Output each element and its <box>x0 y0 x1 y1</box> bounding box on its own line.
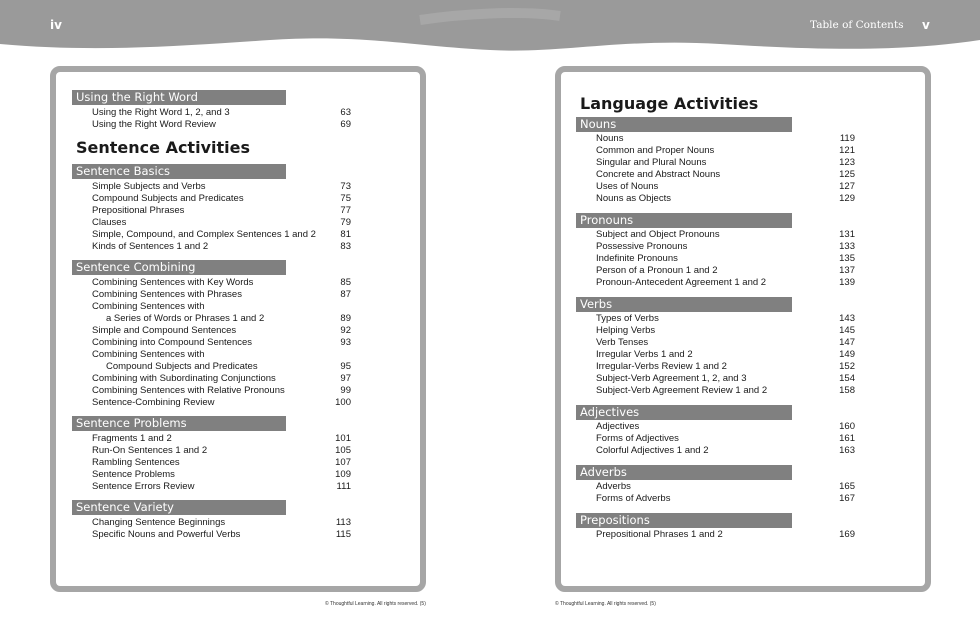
toc-entry-label[interactable]: Verb Tenses <box>596 337 649 348</box>
toc-entry-label[interactable]: Simple and Compound Sentences <box>92 325 237 336</box>
toc-entry-page: 125 <box>839 169 855 180</box>
toc-entry-page: 101 <box>335 433 351 444</box>
toc-entry-label[interactable]: Pronoun-Antecedent Agreement 1 and 2 <box>596 277 767 288</box>
toc-entry-label[interactable]: Uses of Nouns <box>596 181 659 192</box>
toc-entry-page: 119 <box>839 133 855 144</box>
section-header-verbs: Verbs <box>576 297 792 312</box>
right-page-number: v <box>922 18 930 32</box>
toc-entry-page: 165 <box>839 481 855 492</box>
toc-entry-page: 160 <box>839 421 855 432</box>
toc-entry-label[interactable]: Combining Sentences with Relative Pronouns <box>92 385 285 396</box>
toc-entry-label[interactable]: Prepositional Phrases <box>92 205 185 216</box>
section-header-nouns: Nouns <box>576 117 792 132</box>
right-toc-panel <box>555 66 931 592</box>
toc-entry-label[interactable]: Forms of Adjectives <box>596 433 679 444</box>
toc-entry-label-continued[interactable]: a Series of Words or Phrases 1 and 2 <box>106 313 265 324</box>
toc-entry-page: 83 <box>340 241 351 252</box>
toc-entry-label[interactable]: Using the Right Word 1, 2, and 3 <box>92 107 230 118</box>
toc-entry-label[interactable]: Run-On Sentences 1 and 2 <box>92 445 208 456</box>
toc-entry-page: 100 <box>335 397 351 408</box>
right-footer: © Thoughtful Learning. All rights reserved. (5) <box>555 601 656 607</box>
toc-entry-page: 87 <box>340 289 351 300</box>
toc-entry-page: 113 <box>335 517 351 528</box>
toc-entry-page: 105 <box>335 445 351 456</box>
toc-entry-label-continued[interactable]: Compound Subjects and Predicates <box>106 361 258 372</box>
toc-entry-page: 152 <box>839 361 855 372</box>
toc-entry-label[interactable]: Types of Verbs <box>596 313 659 324</box>
toc-entry-page: 169 <box>839 529 855 540</box>
toc-entry-label[interactable]: Nouns <box>596 133 624 144</box>
toc-entry-label[interactable]: Irregular Verbs 1 and 2 <box>596 349 693 360</box>
toc-entry-page: 127 <box>839 181 855 192</box>
section-header-using-the-right-word: Using the Right Word <box>72 90 286 105</box>
toc-entry-page: 121 <box>839 145 855 156</box>
toc-entry-label[interactable]: Combining Sentences with <box>92 349 205 360</box>
toc-entry-label[interactable]: Helping Verbs <box>596 325 656 336</box>
toc-entry-page: 137 <box>839 265 855 276</box>
part-title-sentence-activities: Sentence Activities <box>76 138 250 157</box>
toc-entry-page: 139 <box>839 277 855 288</box>
toc-entry-page: 143 <box>839 313 855 324</box>
toc-entry-page: 99 <box>340 385 351 396</box>
toc-entry-label[interactable]: Concrete and Abstract Nouns <box>596 169 721 180</box>
part-title-language-activities: Language Activities <box>580 94 759 113</box>
toc-entry-page: 89 <box>340 313 351 324</box>
toc-entry-page: 109 <box>335 469 351 480</box>
toc-entry-label[interactable]: Compound Subjects and Predicates <box>92 193 244 204</box>
toc-entry-page: 81 <box>340 229 351 240</box>
toc-entry-label[interactable]: Simple, Compound, and Complex Sentences 1 and 2 <box>92 229 316 240</box>
toc-entry-label[interactable]: Kinds of Sentences 1 and 2 <box>92 241 209 252</box>
toc-entry-page: 85 <box>340 277 351 288</box>
toc-entry-label[interactable]: Person of a Pronoun 1 and 2 <box>596 265 718 276</box>
toc-entry-page: 95 <box>340 361 351 372</box>
toc-entry-page: 135 <box>839 253 855 264</box>
section-header-sentence-combining: Sentence Combining <box>72 260 286 275</box>
left-page-number: iv <box>50 18 62 32</box>
toc-entry-label[interactable]: Combining Sentences with <box>92 301 205 312</box>
toc-entry-page: 107 <box>335 457 351 468</box>
toc-entry-page: 77 <box>340 205 351 216</box>
toc-entry-page: 63 <box>340 107 351 118</box>
toc-entry-page: 133 <box>839 241 855 252</box>
toc-entry-page: 167 <box>839 493 855 504</box>
section-header-pronouns: Pronouns <box>576 213 792 228</box>
left-toc-panel <box>50 66 426 592</box>
toc-entry-page: 69 <box>340 119 351 130</box>
toc-entry-label[interactable]: Sentence Errors Review <box>92 481 195 492</box>
toc-entry-page: 79 <box>340 217 351 228</box>
toc-entry-page: 73 <box>340 181 351 192</box>
toc-entry-label[interactable]: Nouns as Objects <box>596 193 671 204</box>
left-footer: © Thoughtful Learning. All rights reserved. (5) <box>325 601 426 607</box>
toc-entry-label[interactable]: Adverbs <box>596 481 631 492</box>
section-header-sentence-variety: Sentence Variety <box>72 500 286 515</box>
toc-entry-label[interactable]: Sentence-Combining Review <box>92 397 215 408</box>
toc-entry-page: 123 <box>839 157 855 168</box>
toc-entry-label[interactable]: Adjectives <box>596 421 640 432</box>
toc-entry-label[interactable]: Possessive Pronouns <box>596 241 688 252</box>
toc-entry-label[interactable]: Subject-Verb Agreement 1, 2, and 3 <box>596 373 747 384</box>
toc-entry-page: 75 <box>340 193 351 204</box>
toc-entry-page: 149 <box>839 349 855 360</box>
toc-entry-page: 131 <box>839 229 855 240</box>
toc-entry-page: 115 <box>335 529 351 540</box>
running-head: Table of Contents <box>810 19 904 31</box>
toc-entry-label[interactable]: Sentence Problems <box>92 469 175 480</box>
toc-entry-page: 145 <box>839 325 855 336</box>
toc-entry-label[interactable]: Combining Sentences with Key Words <box>92 277 254 288</box>
section-header-prepositions: Prepositions <box>576 513 792 528</box>
toc-entry-label[interactable]: Subject and Object Pronouns <box>596 229 720 240</box>
toc-entry-label[interactable]: Irregular-Verbs Review 1 and 2 <box>596 361 727 372</box>
toc-entry-label[interactable]: Simple Subjects and Verbs <box>92 181 206 192</box>
toc-entry-label[interactable]: Common and Proper Nouns <box>596 145 715 156</box>
toc-entry-label[interactable]: Specific Nouns and Powerful Verbs <box>92 529 241 540</box>
section-header-sentence-problems: Sentence Problems <box>72 416 286 431</box>
toc-entry-label[interactable]: Clauses <box>92 217 127 228</box>
section-header-sentence-basics: Sentence Basics <box>72 164 286 179</box>
toc-entry-page: 111 <box>336 481 351 492</box>
section-header-adjectives: Adjectives <box>576 405 792 420</box>
toc-entry-label[interactable]: Prepositional Phrases 1 and 2 <box>596 529 723 540</box>
toc-entry-label[interactable]: Fragments 1 and 2 <box>92 433 172 444</box>
toc-entry-page: 161 <box>839 433 855 444</box>
toc-entry-label[interactable]: Rambling Sentences <box>92 457 180 468</box>
toc-entry-label[interactable]: Combining with Subordinating Conjunctions <box>92 373 276 384</box>
toc-entry-page: 154 <box>839 373 855 384</box>
toc-entry-page: 163 <box>839 445 855 456</box>
toc-entry-page: 158 <box>839 385 855 396</box>
toc-entry-page: 92 <box>340 325 351 336</box>
toc-entry-label[interactable]: Changing Sentence Beginnings <box>92 517 226 528</box>
toc-entry-label[interactable]: Indefinite Pronouns <box>596 253 678 264</box>
toc-entry-label[interactable]: Combining into Compound Sentences <box>92 337 253 348</box>
toc-entry-page: 147 <box>839 337 855 348</box>
toc-entry-page: 97 <box>340 373 351 384</box>
toc-entry-page: 93 <box>340 337 351 348</box>
toc-entry-label[interactable]: Singular and Plural Nouns <box>596 157 707 168</box>
toc-entry-label[interactable]: Using the Right Word Review <box>92 119 216 130</box>
toc-entry-label[interactable]: Subject-Verb Agreement Review 1 and 2 <box>596 385 768 396</box>
section-header-adverbs: Adverbs <box>576 465 792 480</box>
toc-entry-label[interactable]: Colorful Adjectives 1 and 2 <box>596 445 709 456</box>
toc-entry-label[interactable]: Combining Sentences with Phrases <box>92 289 242 300</box>
toc-entry-label[interactable]: Forms of Adverbs <box>596 493 671 504</box>
toc-entry-page: 129 <box>839 193 855 204</box>
